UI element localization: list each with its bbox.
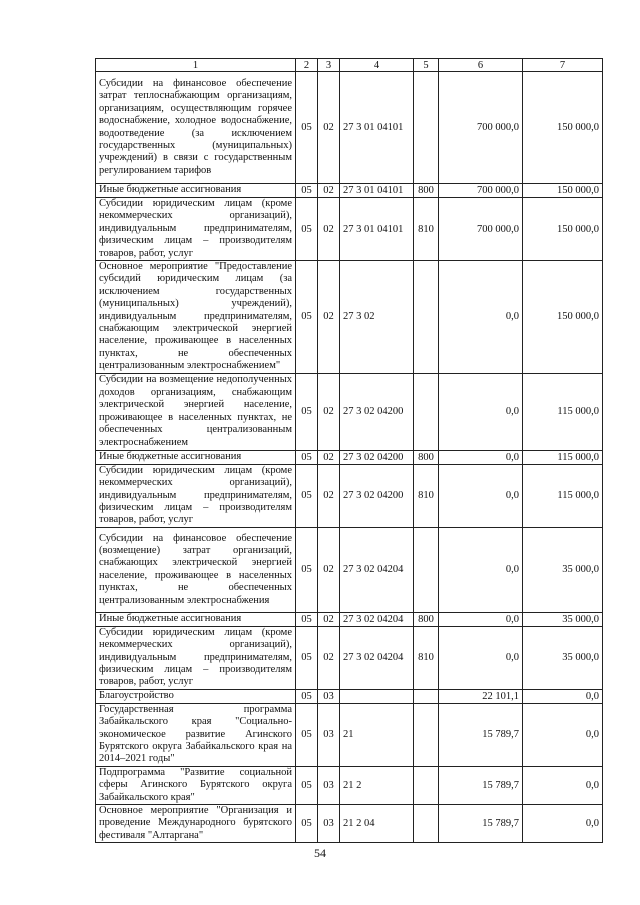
header-cell: 2 <box>296 59 318 72</box>
item-name: Иные бюджетные ассигнования <box>96 184 296 198</box>
amount-col7: 150 000,0 <box>523 72 603 184</box>
expense-type-code: 800 <box>414 612 439 626</box>
header-cell: 4 <box>340 59 414 72</box>
expense-type-code: 810 <box>414 626 439 689</box>
item-name: Государственная программа Забайкальского края "Социально-экономическое развитие Агинского Бурятского округа Забайкальского края на 2014–2021 годы" <box>96 703 296 766</box>
amount-col6: 0,0 <box>439 464 523 527</box>
section-code: 05 <box>296 703 318 766</box>
section-code: 05 <box>296 805 318 843</box>
target-article-code: 27 3 01 04101 <box>340 198 414 261</box>
amount-col6: 15 789,7 <box>439 766 523 804</box>
section-code: 05 <box>296 766 318 804</box>
budget-table <box>95 58 603 843</box>
target-article-code: 27 3 01 04101 <box>340 184 414 198</box>
amount-col6: 0,0 <box>439 527 523 612</box>
item-name: Субсидии на финансовое обеспечение затрат теплоснабжающим организациям, организациям, осуществляющим горячее водоснабжение, холодное водоснабжение, водоотведение (за исключением государственных (муниципальных) учреждений) в связи с государственным регулированием тарифов <box>96 72 296 184</box>
section-code: 05 <box>296 261 318 374</box>
item-name: Субсидии на возмещение недополученных доходов организациям, снабжающим электрической энергией население, проживающее в населенных пунктах, не обеспеченных централизованным электроснабжением <box>96 373 296 450</box>
target-article-code: 27 3 02 04204 <box>340 527 414 612</box>
expense-type-code: 810 <box>414 198 439 261</box>
subsection-code: 02 <box>318 261 340 374</box>
amount-col6: 0,0 <box>439 626 523 689</box>
subsection-code: 02 <box>318 198 340 261</box>
section-code: 05 <box>296 464 318 527</box>
target-article-code: 27 3 01 04101 <box>340 72 414 184</box>
expense-type-code <box>414 261 439 374</box>
target-article-code <box>340 689 414 703</box>
amount-col7: 150 000,0 <box>523 261 603 374</box>
target-article-code: 21 2 04 <box>340 805 414 843</box>
subsection-code: 02 <box>318 612 340 626</box>
item-name: Благоустройство <box>96 689 296 703</box>
table-row <box>96 373 603 450</box>
table-row <box>96 612 603 626</box>
amount-col7: 0,0 <box>523 805 603 843</box>
item-name: Субсидии юридическим лицам (кроме некоммерческих организаций), индивидуальным предпринимателям, физическим лицам – производителям товаров, работ, услуг <box>96 198 296 261</box>
subsection-code: 03 <box>318 703 340 766</box>
section-code: 05 <box>296 198 318 261</box>
amount-col6: 22 101,1 <box>439 689 523 703</box>
expense-type-code <box>414 703 439 766</box>
amount-col7: 0,0 <box>523 689 603 703</box>
target-article-code: 27 3 02 <box>340 261 414 374</box>
target-article-code: 21 2 <box>340 766 414 804</box>
amount-col7: 35 000,0 <box>523 527 603 612</box>
amount-col7: 0,0 <box>523 766 603 804</box>
subsection-code: 03 <box>318 689 340 703</box>
table-row <box>96 766 603 804</box>
expense-type-code <box>414 373 439 450</box>
item-name: Субсидии юридическим лицам (кроме некоммерческих организаций), индивидуальным предпринимателям, физическим лицам – производителям товаров, работ, услуг <box>96 626 296 689</box>
table-row <box>96 72 603 184</box>
amount-col6: 15 789,7 <box>439 703 523 766</box>
scan-border <box>0 0 640 1</box>
amount-col7: 35 000,0 <box>523 612 603 626</box>
expense-type-code: 810 <box>414 464 439 527</box>
target-article-code: 27 3 02 04200 <box>340 373 414 450</box>
subsection-code: 03 <box>318 805 340 843</box>
amount-col7: 115 000,0 <box>523 373 603 450</box>
amount-col6: 700 000,0 <box>439 72 523 184</box>
item-name: Субсидии юридическим лицам (кроме некоммерческих организаций), индивидуальным предпринимателям, физическим лицам – производителям товаров, работ, услуг <box>96 464 296 527</box>
target-article-code: 21 <box>340 703 414 766</box>
table-header-row <box>96 59 603 72</box>
section-code: 05 <box>296 527 318 612</box>
table-row <box>96 805 603 843</box>
section-code: 05 <box>296 689 318 703</box>
header-cell: 5 <box>414 59 439 72</box>
table-row <box>96 261 603 374</box>
expense-type-code <box>414 72 439 184</box>
subsection-code: 02 <box>318 450 340 464</box>
section-code: 05 <box>296 184 318 198</box>
section-code: 05 <box>296 450 318 464</box>
section-code: 05 <box>296 612 318 626</box>
amount-col7: 115 000,0 <box>523 450 603 464</box>
amount-col7: 35 000,0 <box>523 626 603 689</box>
amount-col6: 15 789,7 <box>439 805 523 843</box>
amount-col6: 0,0 <box>439 450 523 464</box>
header-cell: 6 <box>439 59 523 72</box>
section-code: 05 <box>296 72 318 184</box>
amount-col6: 700 000,0 <box>439 198 523 261</box>
table-row <box>96 689 603 703</box>
item-name: Подпрограмма "Развитие социальной сферы Агинского Бурятского округа Забайкальского края" <box>96 766 296 804</box>
subsection-code: 02 <box>318 72 340 184</box>
target-article-code: 27 3 02 04200 <box>340 450 414 464</box>
table-row <box>96 464 603 527</box>
expense-type-code: 800 <box>414 450 439 464</box>
section-code: 05 <box>296 626 318 689</box>
expense-type-code <box>414 689 439 703</box>
table-row <box>96 703 603 766</box>
amount-col6: 0,0 <box>439 373 523 450</box>
expense-type-code <box>414 805 439 843</box>
expense-type-code <box>414 766 439 804</box>
header-cell: 3 <box>318 59 340 72</box>
target-article-code: 27 3 02 04200 <box>340 464 414 527</box>
table-row <box>96 198 603 261</box>
amount-col7: 0,0 <box>523 703 603 766</box>
table-row <box>96 184 603 198</box>
target-article-code: 27 3 02 04204 <box>340 612 414 626</box>
amount-col6: 0,0 <box>439 261 523 374</box>
subsection-code: 02 <box>318 527 340 612</box>
item-name: Иные бюджетные ассигнования <box>96 612 296 626</box>
table-row <box>96 626 603 689</box>
item-name: Основное мероприятие "Предоставление субсидий юридическим лицам (за исключением государственных (муниципальных) учреждений), индивидуальным предпринимателям, снабжающим электрической энергией население, проживающее в населенных пунктах, не обеспеченных централизованным электроснабжением" <box>96 261 296 374</box>
subsection-code: 02 <box>318 373 340 450</box>
amount-col7: 150 000,0 <box>523 198 603 261</box>
item-name: Иные бюджетные ассигнования <box>96 450 296 464</box>
expense-type-code: 800 <box>414 184 439 198</box>
subsection-code: 02 <box>318 626 340 689</box>
subsection-code: 02 <box>318 464 340 527</box>
item-name: Субсидии на финансовое обеспечение (возмещение) затрат организаций, снабжающих электрической энергией население, проживающее в населенных пунктах, не обеспеченных централизованным электроснабжения <box>96 527 296 612</box>
amount-col6: 0,0 <box>439 612 523 626</box>
header-cell: 1 <box>96 59 296 72</box>
amount-col7: 150 000,0 <box>523 184 603 198</box>
item-name: Основное мероприятие "Организация и проведение Международного бурятского фестиваля "Алтаргана" <box>96 805 296 843</box>
table-row <box>96 527 603 612</box>
subsection-code: 02 <box>318 184 340 198</box>
subsection-code: 03 <box>318 766 340 804</box>
amount-col7: 115 000,0 <box>523 464 603 527</box>
section-code: 05 <box>296 373 318 450</box>
target-article-code: 27 3 02 04204 <box>340 626 414 689</box>
page-number: 54 <box>314 846 326 860</box>
amount-col6: 700 000,0 <box>439 184 523 198</box>
table-row <box>96 450 603 464</box>
header-cell: 7 <box>523 59 603 72</box>
expense-type-code <box>414 527 439 612</box>
